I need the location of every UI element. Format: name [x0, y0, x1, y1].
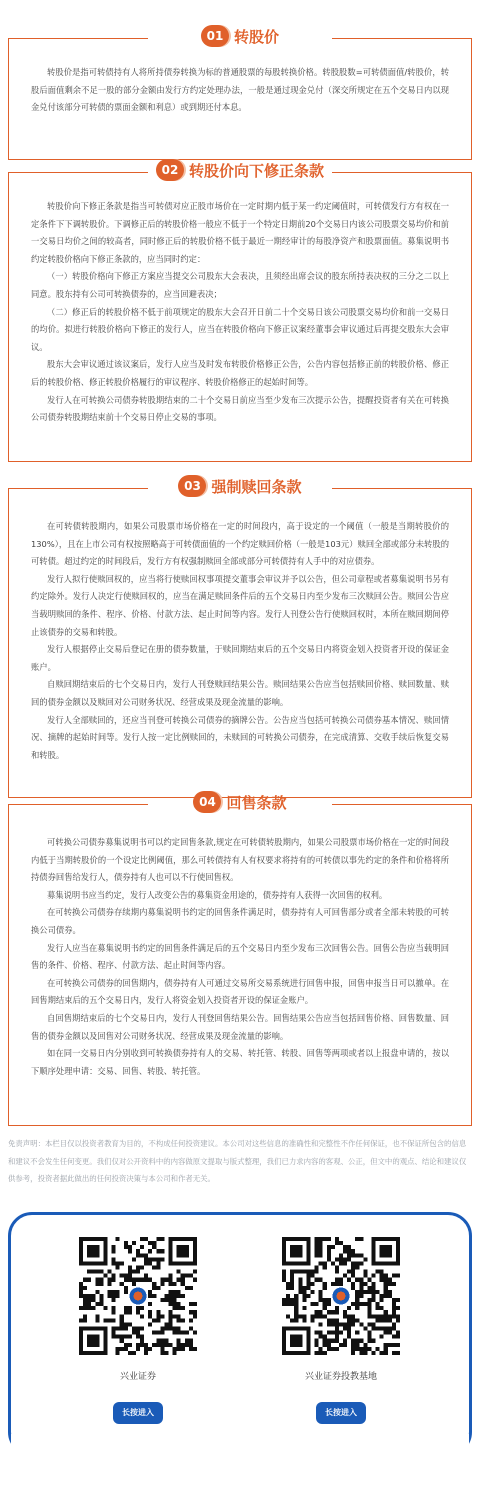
long-press-enter-button[interactable]: 长按进入	[316, 1402, 366, 1424]
paragraph: 发行人在可转换公司债券转股期结束的二十个交易日前应当至少发布三次提示公告，提醒投资者有关在可转换公司债券转股期结束前十个交易日停止交易的事项。	[31, 394, 449, 423]
qr-code-icon[interactable]	[79, 1237, 197, 1355]
section-body	[31, 198, 449, 427]
paragraph: 发行人应当在募集说明书约定的回售条件满足后的五个交易日内至少发布三次回售公告。回售公告应当载明回售的条件、价格、程序、付款方法、起止时间等内容。	[31, 942, 449, 971]
qr-code-card	[8, 1212, 472, 1456]
section-title: 转股价向下修正条款	[188, 161, 324, 180]
paragraph: 自回售期结束后的七个交易日内，发行人刊登回售结果公告。回售结果公告应当包括回售价格、回售数量、回售的债券金额以及回售对公司财务状况、经营成果及现金流量的影响。	[31, 1012, 449, 1041]
section-title: 强制赎回条款	[211, 477, 302, 496]
paragraph: 可转换公司债券募集说明书可以约定回售条款,规定在可转债转股期内，如果公司股票市场价格在一定的时间段内低于当期转股价的一个设定比例阈值，那么可转债持有人有权要求将持有的可转债以事先约定的条件和价格将所持债券回售给发行人，债券持有人也可以不行使回售权。	[31, 837, 449, 883]
paragraph: 在可转换公司债券的回售期内，债券持有人可通过交易所交易系统进行回售申报，回售申报当日可以撤单。在回售期结束后的五个交易日内，发行人将资金划入投资者开设的保证金账户。	[31, 977, 449, 1006]
paragraph: 募集说明书应当约定，发行人改变公告的募集资金用途的，债券持有人获得一次回售的权利。	[47, 889, 388, 900]
paragraph: 发行人拟行使赎回权的，应当将行使赎回权事项提交董事会审议并予以公告，但公司章程或者募集说明书另有约定除外。发行人决定行使赎回权的，应当在满足赎回条件后的五个交易日内至少发布三次赎回公告。赎回公告应当载明赎回的条件、程序、价格、付款方法、起止时间等内容。发行人刊登公告行使赎回权时，本所在赎回期间停止该债券的交易和转股。	[31, 573, 449, 637]
section-number-badge: 01	[201, 25, 229, 47]
paragraph: 发行人全部赎回的，还应当刊登可转换公司债券的摘牌公告。公告应当包括可转换公司债券基本情况、赎回情况、摘牌的起始时间等。发行人按一定比例赎回的，未赎回的可转换公司债券，在完成清算、交收手续后恢复交易和转股。	[31, 714, 449, 760]
qr-entry-xingye-securities	[58, 1237, 218, 1424]
paragraph: 转股价向下修正条款是指当可转债对应正股市场价在一定时期内低于某一约定阈值时，可转债发行方有权在一定条件下下调转股价。下调修正后的转股价格一般应不低于一个特定日期前20个交易日内该公司股票交易均价和前一交易日均价之间的较高者，同时修正后的转股价格不低于最近一期经审计的每股净资产和股票面值。募集说明书约定转股价格向下修正条款的，应当同时约定：	[31, 201, 449, 264]
section-number-badge: 04	[193, 791, 221, 813]
section-conversion-price	[8, 27, 472, 160]
paragraph: 转股价是指可转债持有人将所持债券转换为标的普通股票的每股转换价格。转股股数=可转债面值/转股价，转股后面值剩余不足一股的部分金额由发行方约定处理办法，一般是通过现金兑付（深交所规定在五个交易日内以现金兑付该部分可转债的票面金额和利息）或到期还付本息。	[31, 67, 449, 113]
qr-account-name: 兴业证券投教基地	[304, 1372, 377, 1382]
long-press-enter-button[interactable]: 长按进入	[113, 1402, 163, 1424]
paragraph: 自赎回期结束后的七个交易日内，发行人刊登赎回结果公告。赎回结果公告应当包括赎回价格、赎回数量、赎回的债券金额以及赎回对公司财务状况、经营成果及现金流量的影响。	[31, 679, 449, 707]
section-body	[31, 518, 449, 764]
section-put-back	[8, 793, 472, 1126]
section-header	[9, 25, 471, 47]
paragraph: 发行人根据停止交易后登记在册的债券数量，于赎回期结束后的五个交易日内将资金划入投资者开设的保证金账户。	[31, 644, 449, 672]
section-forced-redemption	[8, 477, 472, 798]
section-title: 转股价	[233, 27, 279, 46]
disclaimer-text: 免责声明：本栏目仅以投资者教育为目的，不构成任何投资建议。本公司对这些信息的准确性和完整性不作任何保证，也不保证所包含的信息和建议不会发生任何变更。我们仅对公开资料中的内容做原文提取与版式整理，我们已力求内容的客观、公正，但文中的观点、结论和建议仅供参考，投资者据此做出的任何投资决策与本公司和作者无关。	[8, 1139, 467, 1183]
section-header	[9, 159, 471, 181]
paragraph: 如在同一交易日内分别收到可转换债券持有人的交易、转托管、转股、回售等两项或者以上报盘申请的，按以下顺序处理申请：交易、回售、转股、转托管。	[31, 1048, 449, 1076]
paragraph: 在可转换公司债券存续期内募集说明书约定的回售条件满足时，债券持有人可回售部分或者全部未转股的可转换公司债券。	[31, 907, 449, 935]
paragraph: （二）修正后的转股价格不低于前项规定的股东大会召开日前二十个交易日该公司股票交易均价和前一交易日的均价。拟进行转股价格向下修正的发行人，应当在转股价格向下修正议案经董事会审议通过后再提交股东大会审议。	[31, 306, 449, 352]
section-body	[31, 64, 449, 117]
section-body	[31, 834, 449, 1080]
section-header	[9, 475, 471, 497]
qr-account-name: 兴业证券	[119, 1372, 156, 1382]
section-downward-revision	[8, 161, 472, 462]
section-title: 回售条款	[226, 793, 287, 812]
qr-code-icon[interactable]	[282, 1237, 400, 1355]
paragraph: 在可转债转股期内，如果公司股票市场价格在一定的时间段内，高于设定的一个阈值（一般是当期转股价的130%），且在上市公司有权按照略高于可转债面值的一个约定赎回价格（一般是103元）赎回全部或部分未转股的可转债。超过约定的时间段后，发行方有权强制赎回全部或部分可转债持有人手中的对应债券。	[31, 521, 449, 567]
section-header	[9, 791, 471, 813]
paragraph: （一）转股价格向下修正方案应当提交公司股东大会表决，且须经出席会议的股东所持表决权的三分之二以上同意。股东持有公司可转换债券的，应当回避表决；	[31, 271, 449, 299]
section-number-badge: 03	[178, 475, 206, 497]
section-number-badge: 02	[156, 159, 184, 181]
qr-entry-investor-education	[261, 1237, 421, 1424]
paragraph: 股东大会审议通过该议案后，发行人应当及时发布转股价格修正公告，公告内容包括修正前的转股价格、修正后的转股价格、修正转股价格履行的审议程序、转股价格修正的起始时间等。	[31, 359, 449, 387]
